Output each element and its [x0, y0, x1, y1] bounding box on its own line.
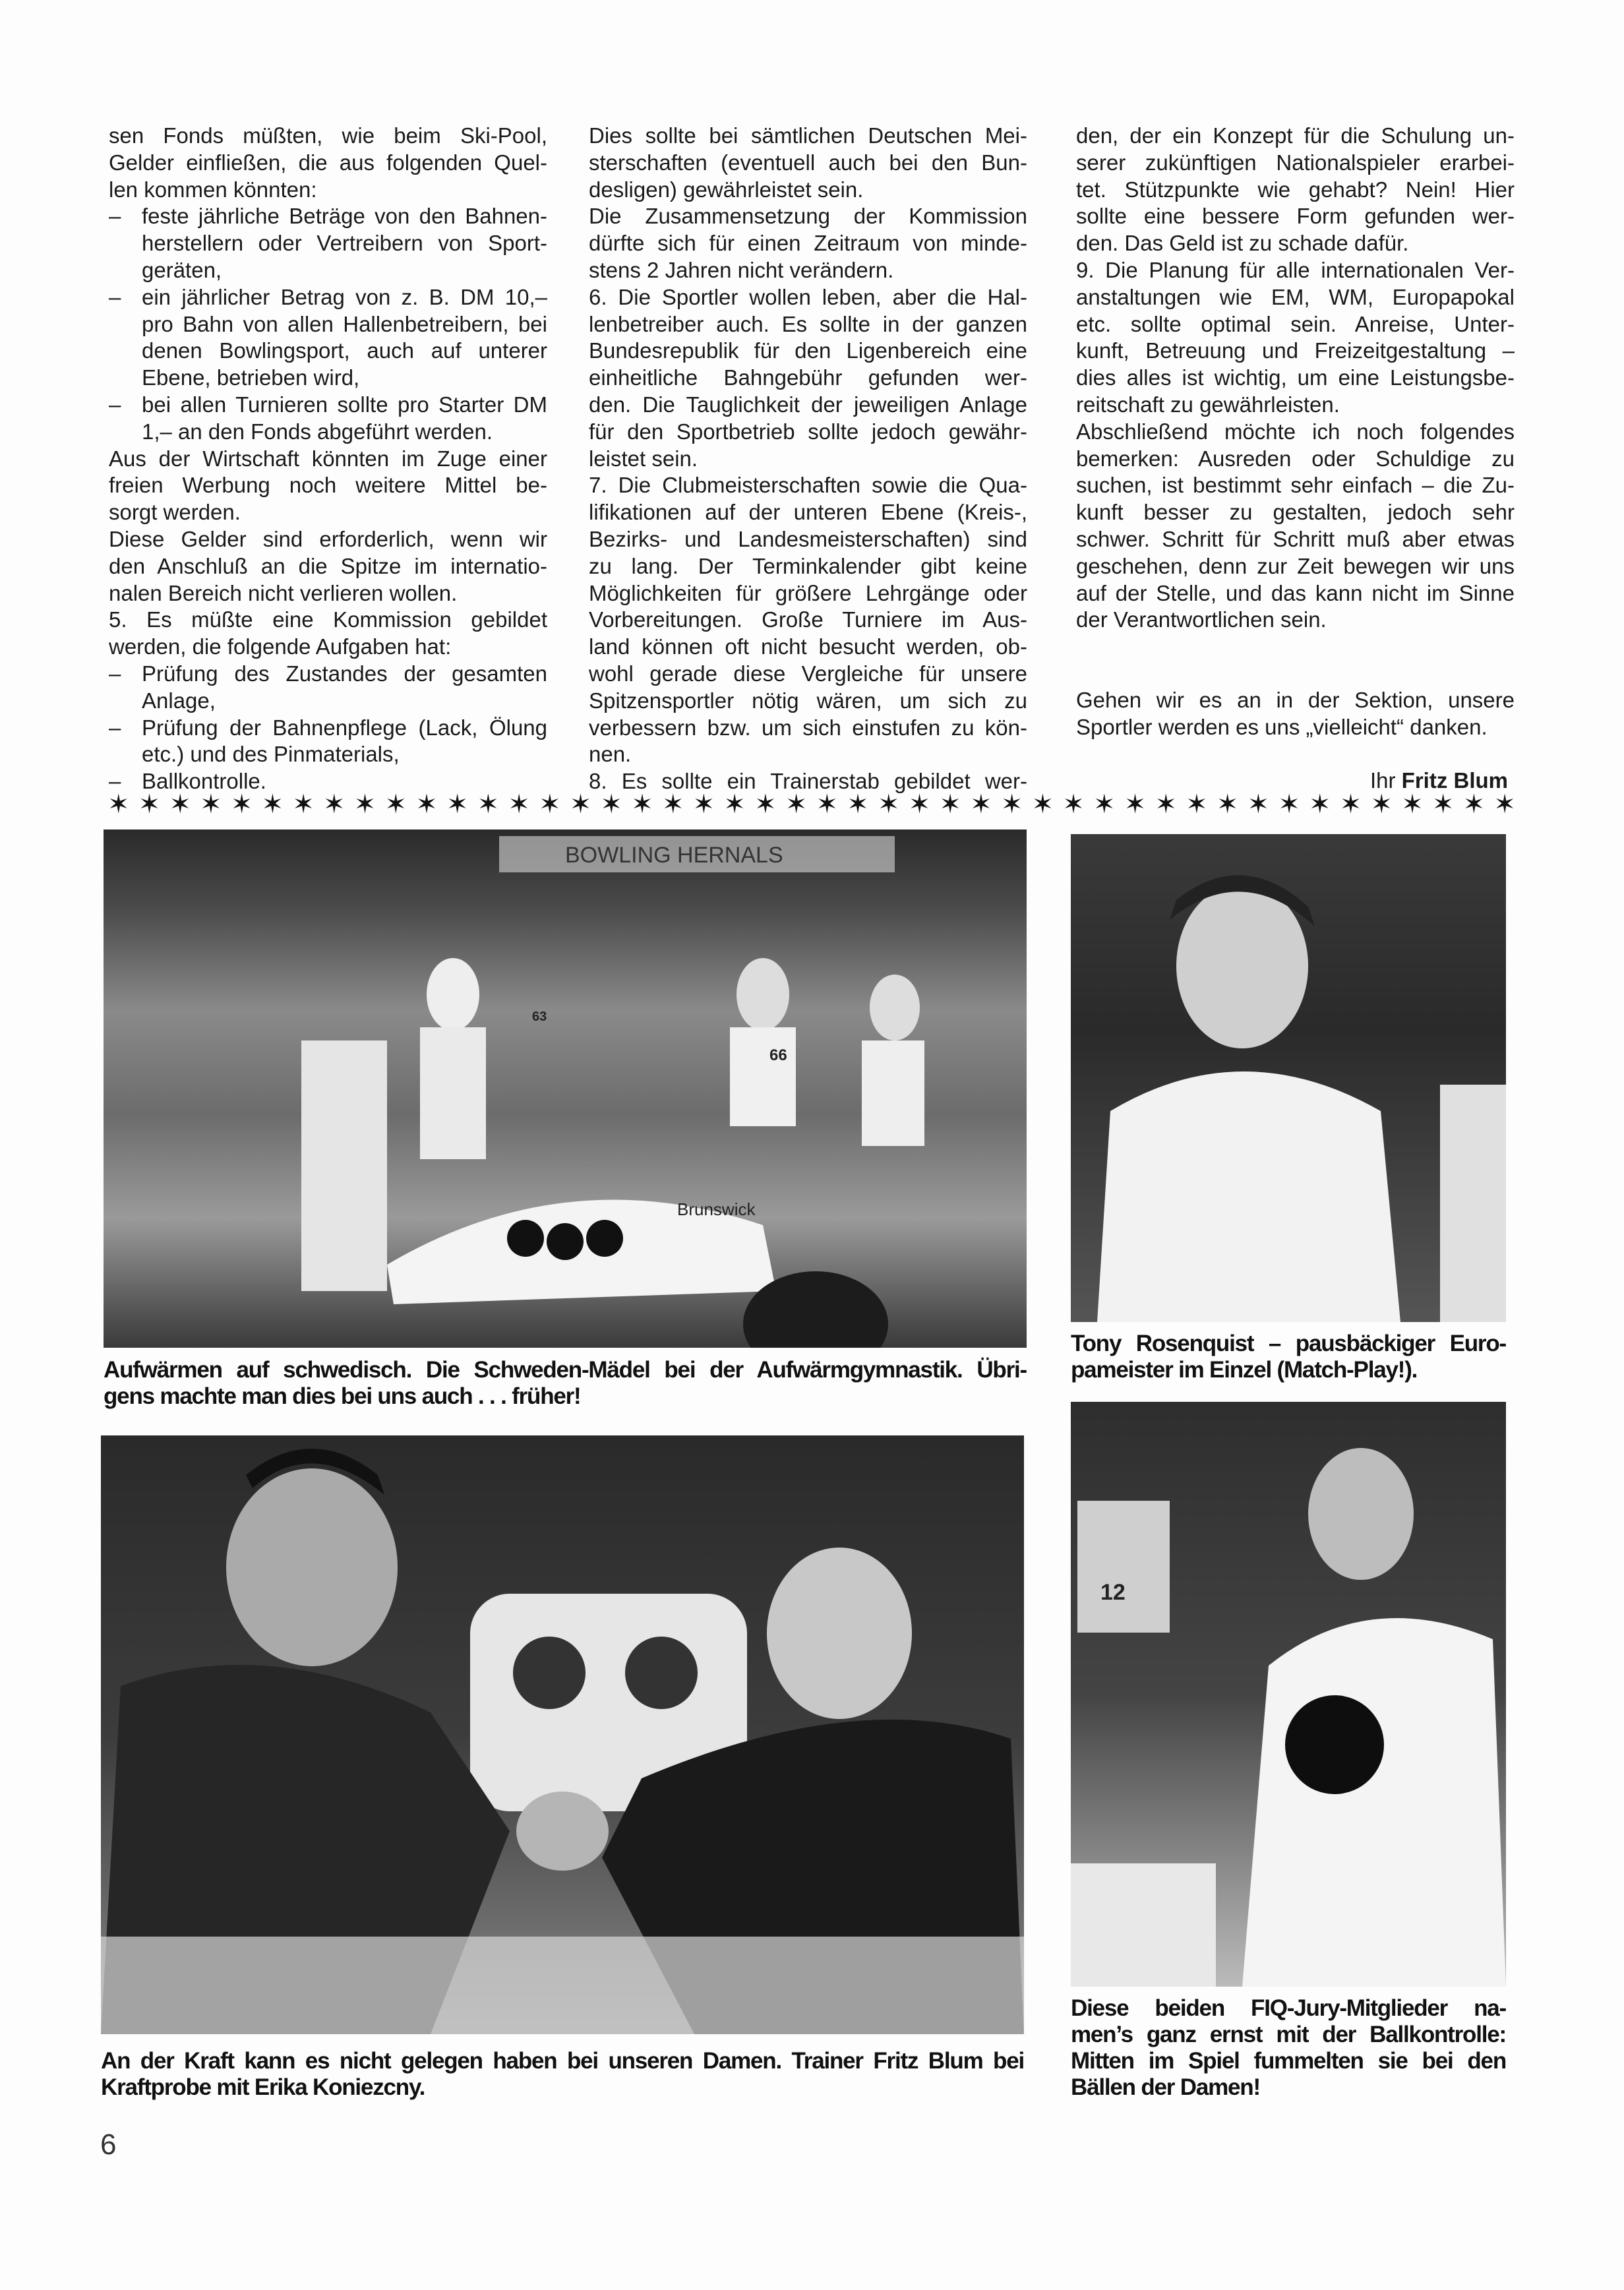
text-column-2 — [589, 123, 1027, 795]
star-icon: ✶ — [539, 790, 561, 819]
star-icon: ✶ — [508, 790, 530, 819]
text-line: einheitliche Bahngebühr gefunden wer- — [589, 365, 1027, 390]
text-line: – ein jährlicher Betrag von z. B. DM 10,– — [109, 284, 547, 311]
paragraph — [1076, 257, 1515, 419]
paragraph-gap — [1076, 634, 1515, 687]
text-line: Dies sollte bei sämtlichen Deutschen Mei- — [589, 123, 1027, 148]
text-line: 1,– an den Fonds abgeführt werden. — [142, 419, 493, 444]
text-line: Gelder einfließen, die aus folgenden Quel- — [109, 150, 547, 175]
text-line: serer zukünftigen Nationalspieler erarbei- — [1076, 150, 1515, 175]
text-line: Spitzensportler nötig wären, um sich zu — [589, 688, 1027, 713]
paragraph — [109, 526, 547, 607]
text-line: herstellern oder Vertreibern von Sport- — [142, 231, 547, 256]
star-icon: ✶ — [1431, 790, 1455, 819]
star-icon: ✶ — [261, 790, 284, 819]
caption-warmup: Aufwärmen auf schwedisch. Die Schweden-Mädel bei der Aufwärmgymnastik. Übri- gens machte man dies bei uns auch . . . früher! — [104, 1357, 1027, 1409]
paragraph — [589, 203, 1027, 284]
text-line: werden, die folgende Aufgaben hat: — [109, 634, 452, 659]
star-icon: ✶ — [970, 790, 992, 819]
photo-arm-wrestling — [101, 1435, 1024, 2034]
text-line: geschehen, denn zur Zeit bewegen wir uns — [1076, 553, 1515, 578]
star-icon: ✶ — [107, 790, 130, 819]
paragraph — [109, 607, 547, 661]
text-line: land können oft nicht besucht werden, ob- — [589, 634, 1027, 659]
star-icon: ✶ — [908, 790, 931, 819]
text-line: – Ballkontrolle. — [109, 768, 547, 795]
text-line: auf der Stelle, und das kann nicht im Sinne — [1076, 580, 1515, 605]
star-divider — [107, 791, 1516, 818]
text-line: dürfte sich für einen Zeitraum von minde- — [589, 231, 1027, 256]
star-icon: ✶ — [877, 790, 900, 819]
star-icon: ✶ — [200, 790, 222, 819]
text-line: den, der ein Konzept für die Schulung un- — [1076, 123, 1515, 148]
star-icon: ✶ — [939, 790, 961, 819]
star-icon: ✶ — [1000, 790, 1023, 819]
star-icon: ✶ — [1493, 790, 1516, 819]
star-icon: ✶ — [169, 790, 191, 819]
text-line: den. Die Tauglichkeit der jeweiligen Anlage — [589, 392, 1027, 417]
text-line: suchen, ist bestimmt sehr einfach – die Zu- — [1076, 473, 1515, 498]
text-line: Diese Gelder sind erforderlich, wenn wir — [109, 526, 547, 551]
text-line: tet. Stützpunkte wie gehabt? Nein! Hier — [1076, 177, 1515, 202]
text-line: – bei allen Turnieren sollte pro Starter DM — [109, 392, 547, 419]
bullet-item — [109, 203, 547, 284]
star-icon: ✶ — [1031, 790, 1054, 819]
signature: Ihr Fritz Blum — [1369, 768, 1508, 793]
photo-warmup-gymnastics — [104, 829, 1027, 1348]
caption-rosenquist: Tony Rosenquist – pausbäckiger Euro- pameister im Einzel (Match-Play!). — [1071, 1331, 1506, 1383]
star-icon: ✶ — [1462, 790, 1486, 819]
paragraph — [1076, 419, 1515, 634]
text-line: geräten, — [142, 257, 222, 282]
paragraph — [1076, 687, 1515, 741]
text-line: Die Zusammensetzung der Kommission — [589, 204, 1027, 229]
text-line: nen. — [589, 742, 632, 767]
text-line: – Prüfung der Bahnenpflege (Lack, Ölung — [109, 715, 547, 742]
bullet-item — [109, 715, 547, 769]
text-line: 5. Es müßte eine Kommission gebildet — [109, 607, 547, 632]
text-line: denen Bowlingsport, auch auf unterer — [142, 338, 547, 363]
text-line: – Prüfung des Zustandes der gesamten — [109, 661, 547, 688]
text-line: len kommen könnten: — [109, 177, 317, 202]
text-line: der Verantwortlichen sein. — [1076, 607, 1327, 632]
text-line: kunft besser zu gestalten, jedoch sehr — [1076, 500, 1515, 525]
text-line: nalen Bereich nicht verlieren wollen. — [109, 580, 458, 605]
text-line: Anlage, — [142, 688, 216, 713]
text-line: Möglichkeiten für größere Lehrgänge oder — [589, 580, 1027, 605]
bullet-item — [109, 661, 547, 715]
paragraph — [589, 284, 1027, 473]
star-icon: ✶ — [816, 790, 839, 819]
text-line: sen Fonds müßten, wie beim Ski-Pool, — [109, 123, 547, 148]
text-line: 9. Die Planung für alle internationalen Ver- — [1076, 257, 1515, 282]
star-icon: ✶ — [415, 790, 438, 819]
star-icon: ✶ — [1124, 790, 1147, 819]
text-line: dies alles ist wichtig, um eine Leistungsbe- — [1076, 365, 1515, 390]
text-line: Gehen wir es an in der Sektion, unsere — [1076, 688, 1515, 713]
text-line: kunft, Betreuung und Freizeitgestaltung – — [1076, 338, 1515, 363]
caption-kraft: An der Kraft kann es nicht gelegen haben bei unseren Damen. Trainer Fritz Blum bei Kraftprobe mit Erika Koniezcny. — [101, 2048, 1024, 2100]
text-line: Bezirks- und Landesmeisterschaften) sind — [589, 526, 1027, 551]
star-icon: ✶ — [661, 790, 684, 819]
star-icon: ✶ — [353, 790, 376, 819]
text-line: pro Bahn von allen Hallenbetreibern, bei — [142, 311, 547, 336]
text-line: Vorbereitungen. Große Turniere im Aus- — [589, 607, 1027, 632]
star-icon: ✶ — [477, 790, 500, 819]
photo-tony-rosenquist — [1071, 834, 1506, 1322]
text-line: wohl gerade diese Vergleiche für unsere — [589, 661, 1027, 686]
text-line: zu lang. Der Terminkalender gibt keine — [589, 553, 1027, 578]
star-icon: ✶ — [1186, 790, 1208, 819]
star-icon: ✶ — [847, 790, 869, 819]
paragraph — [109, 123, 547, 203]
star-icon: ✶ — [754, 790, 777, 819]
page-number: 6 — [100, 2128, 117, 2161]
star-icon: ✶ — [1155, 790, 1177, 819]
text-line: anstaltungen wie EM, WM, Europapokal — [1076, 284, 1515, 309]
star-icon: ✶ — [631, 790, 653, 819]
text-line: Sportler werden es uns „vielleicht“ danken. — [1076, 714, 1488, 739]
paragraph — [1076, 123, 1515, 257]
photo-fiq-jury — [1071, 1402, 1506, 1987]
star-icon: ✶ — [138, 790, 161, 819]
text-line: 8. Es sollte ein Trainerstab gebildet wer- — [589, 769, 1027, 794]
star-icon: ✶ — [384, 790, 407, 819]
star-icon: ✶ — [1216, 790, 1239, 819]
text-line: stens 2 Jahren nicht verändern. — [589, 257, 894, 282]
text-line: Ebene, betrieben wird, — [142, 365, 360, 390]
text-line: sterschaften (eventuell auch bei den Bun- — [589, 150, 1027, 175]
text-line: sollte eine bessere Form gefunden wer- — [1076, 204, 1515, 229]
paragraph — [109, 446, 547, 526]
star-icon: ✶ — [446, 790, 469, 819]
star-icon: ✶ — [1339, 790, 1362, 819]
bib-number: 66 — [769, 1046, 787, 1064]
star-icon: ✶ — [723, 790, 746, 819]
star-icon: ✶ — [692, 790, 715, 819]
text-line: verbessern bzw. um sich einstufen zu kön- — [589, 715, 1027, 740]
bullet-item — [109, 392, 547, 446]
text-line: leistet sein. — [589, 446, 698, 471]
star-icon: ✶ — [1278, 790, 1300, 819]
text-line: etc. sollte optimal sein. Anreise, Unter- — [1076, 311, 1515, 336]
text-line: schwer. Schritt für Schritt muß aber etwas — [1076, 526, 1515, 551]
star-icon: ✶ — [569, 790, 592, 819]
star-icon: ✶ — [785, 790, 808, 819]
text-line: den. Das Geld ist zu schade dafür. — [1076, 231, 1409, 256]
text-line: Bundesrepublik für den Ligenbereich eine — [589, 338, 1027, 363]
text-line: reitschaft zu gewährleisten. — [1076, 392, 1340, 417]
text-line: lifikationen auf der unteren Ebene (Kreis-, — [589, 500, 1027, 525]
text-line: den Anschluß an die Spitze im internatio- — [109, 553, 547, 578]
star-icon: ✶ — [230, 790, 253, 819]
star-icon: ✶ — [1093, 790, 1116, 819]
text-line: – feste jährliche Beträge von den Bahnen- — [109, 203, 547, 230]
bullet-item — [109, 284, 547, 392]
bib-number: 63 — [532, 1009, 547, 1024]
lane-banner: BOWLING HERNALS — [565, 843, 783, 868]
text-line: Abschließend möchte ich noch folgendes — [1076, 419, 1515, 444]
star-icon: ✶ — [1401, 790, 1424, 819]
text-line: Aus der Wirtschaft könnten im Zuge einer — [109, 446, 547, 471]
text-line: bemerken: Ausreden oder Schuldige zu — [1076, 446, 1515, 471]
paragraph — [589, 123, 1027, 203]
star-icon: ✶ — [1309, 790, 1331, 819]
text-line: desligen) gewährleistet sein. — [589, 177, 864, 202]
jersey-number: 12 — [1100, 1580, 1126, 1605]
text-line: freien Werbung noch weitere Mittel be- — [109, 473, 547, 498]
star-icon: ✶ — [1370, 790, 1393, 819]
star-icon: ✶ — [1247, 790, 1270, 819]
paragraph — [589, 472, 1027, 768]
text-line: 7. Die Clubmeisterschaften sowie die Qua- — [589, 473, 1027, 498]
ball-return-label: Brunswick — [677, 1199, 756, 1219]
text-line: für den Sportbetrieb sollte jedoch gewähr- — [589, 419, 1027, 444]
text-line: 6. Die Sportler wollen leben, aber die Hal- — [589, 284, 1027, 309]
text-line: sorgt werden. — [109, 500, 241, 525]
star-icon: ✶ — [323, 790, 346, 819]
text-column-3 — [1076, 123, 1515, 795]
text-line: etc.) und des Pinmaterials, — [142, 742, 400, 767]
star-icon: ✶ — [600, 790, 623, 819]
caption-jury: Diese beiden FIQ-Jury-Mitglieder na- men’s ganz ernst mit der Ballkontrolle: Mitten im Spiel fummelten sie bei den Bällen der Damen! — [1071, 1995, 1506, 2100]
text-line: lenbetreiber auch. Es sollte in der ganzen — [589, 311, 1027, 336]
text-column-1 — [109, 123, 547, 795]
star-icon: ✶ — [292, 790, 315, 819]
star-icon: ✶ — [1062, 790, 1085, 819]
